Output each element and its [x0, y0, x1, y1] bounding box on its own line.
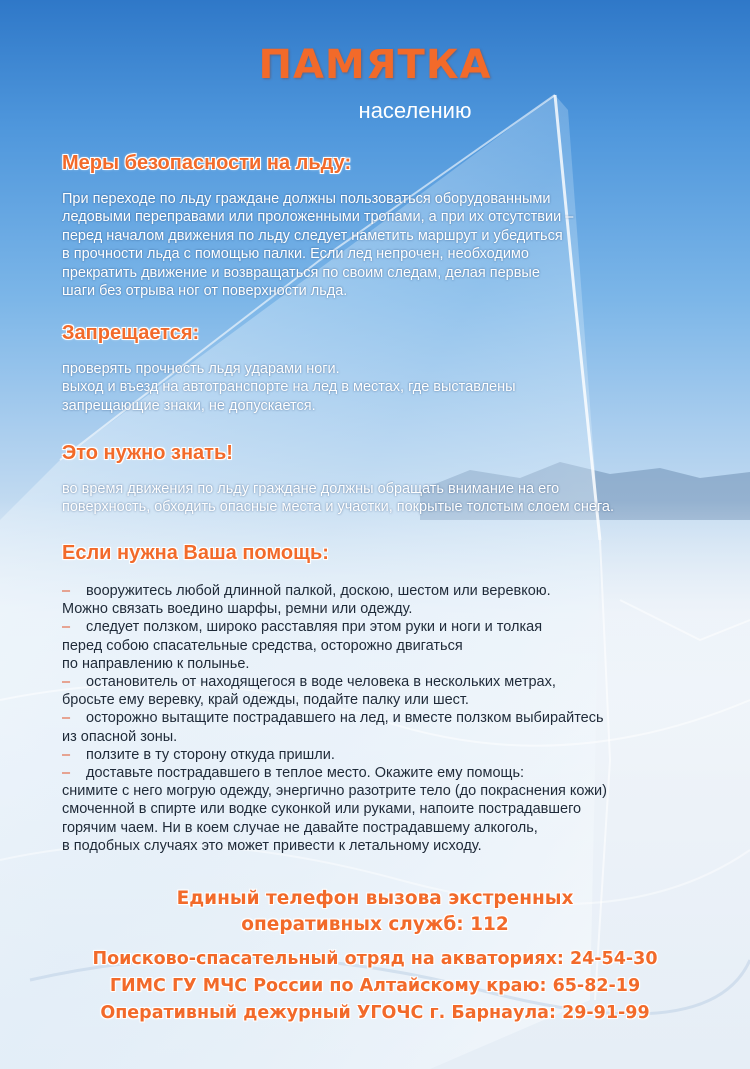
dash-bullet: –: [62, 710, 71, 727]
help-item-continuation: [62, 819, 607, 837]
help-item: [62, 618, 607, 636]
help-item-continuation: [62, 600, 607, 618]
help-text: перед собою спасательные средства, осторожно двигаться: [62, 637, 463, 654]
text-line: ледовыми переправами или проложенными тропами, а при их отсутствии –: [62, 209, 574, 226]
help-item: [62, 709, 607, 727]
help-item-continuation: [62, 637, 607, 655]
help-item-continuation: [62, 782, 607, 800]
help-text: остановитель от находящегося в воде человека в нескольких метрах,: [86, 674, 556, 691]
text-line: При переходе по льду граждане должны пользоваться оборудованными: [62, 191, 551, 207]
help-text: ползите в ту сторону откуда пришли.: [86, 746, 335, 763]
help-text: смоченной в спирте или водке суконкой или руками, напоите пострадавшего: [62, 801, 582, 818]
forbidden-paragraph: [62, 360, 516, 415]
text-line: выход и въезд на автотранспорте на лед в местах, где выставлены: [62, 379, 516, 396]
help-text: из опасной зоны.: [62, 728, 178, 745]
text-line: перед началом движения по льду следует наметить маршрут и убедиться: [62, 227, 563, 244]
dash-bullet: –: [62, 619, 71, 636]
dash-bullet: –: [62, 746, 71, 763]
help-item: [62, 746, 607, 764]
contact-line: ГИМС ГУ МЧС России по Алтайскому краю: 65-82-19: [109, 976, 641, 996]
emergency-phone: [0, 886, 750, 938]
contact-list: [0, 946, 750, 1027]
help-text: доставьте пострадавшего в теплое место. Окажите ему помощь:: [86, 765, 525, 782]
help-item: [62, 673, 607, 691]
heading-know: Это нужно знать!: [62, 442, 233, 464]
help-text: горячим чаем. Ни в коем случае не давайте пострадавшему алкоголь,: [62, 819, 538, 836]
help-text: Можно связать воедино шарфы, ремни или одежду.: [62, 601, 413, 618]
help-item-continuation: [62, 800, 607, 818]
help-text: вооружитесь любой длинной палкой, доскою, шестом или веревкою.: [86, 583, 551, 599]
help-item: [62, 764, 607, 782]
text-line: прекратить движение и возвращаться по своим следам, делая первые: [62, 264, 540, 281]
help-list: [62, 582, 607, 855]
help-text: в подобных случаях это может привести к летальному исходу.: [62, 837, 482, 854]
emergency-line: Единый телефон вызова экстренных: [176, 888, 574, 909]
help-item: [62, 582, 607, 600]
dash-bullet: –: [62, 765, 71, 782]
text-line: во время движения по льду граждане должны обращать внимание на его: [62, 481, 560, 497]
contact-line: Поисково-спасательный отряд на акваториях: 24-54-30: [92, 949, 658, 969]
heading-forbidden: Запрещается:: [62, 322, 200, 344]
heading-help: Если нужна Ваша помощь:: [62, 542, 329, 564]
help-item-continuation: [62, 655, 607, 673]
page-title: ПАМЯТКА: [258, 42, 492, 88]
text-line: поверхность, обходить опасные места и участки, покрытые толстым слоем снега.: [62, 499, 615, 516]
dash-bullet: –: [62, 583, 71, 599]
emergency-line: оперативных служб: 112: [241, 914, 509, 935]
know-paragraph: [62, 480, 614, 517]
help-item-continuation: [62, 837, 607, 855]
text-line: шаги без отрыва ног от поверхности льда.: [62, 283, 348, 300]
text-line: запрещающие знаки, не допускается.: [62, 397, 316, 414]
help-text: бросьте ему веревку, край одежды, подайте палку или шест.: [62, 692, 469, 709]
heading-safety: Меры безопасности на льду:: [62, 152, 352, 174]
help-text: следует ползком, широко расставляя при этом руки и ноги и толкая: [86, 619, 543, 636]
help-text: по направлению к полынье.: [62, 655, 250, 672]
text-line: в прочности льда с помощью палки. Если лед непрочен, необходимо: [62, 246, 529, 263]
dash-bullet: –: [62, 674, 71, 691]
contact-line: Оперативный дежурный УГОЧС г. Барнаула: 29-91-99: [100, 1003, 650, 1023]
text-line: проверять прочность льдя ударами ноги.: [62, 361, 340, 377]
help-item-continuation: [62, 691, 607, 709]
help-item-continuation: [62, 728, 607, 746]
safety-paragraph: [62, 190, 573, 300]
help-text: снимите с него могрую одежду, энергично разотрите тело (до покраснения кожи): [62, 783, 607, 800]
help-text: осторожно вытащите пострадавшего на лед, и вместе ползком выбирайтесь: [86, 710, 604, 727]
page-subtitle: населению: [358, 98, 472, 123]
